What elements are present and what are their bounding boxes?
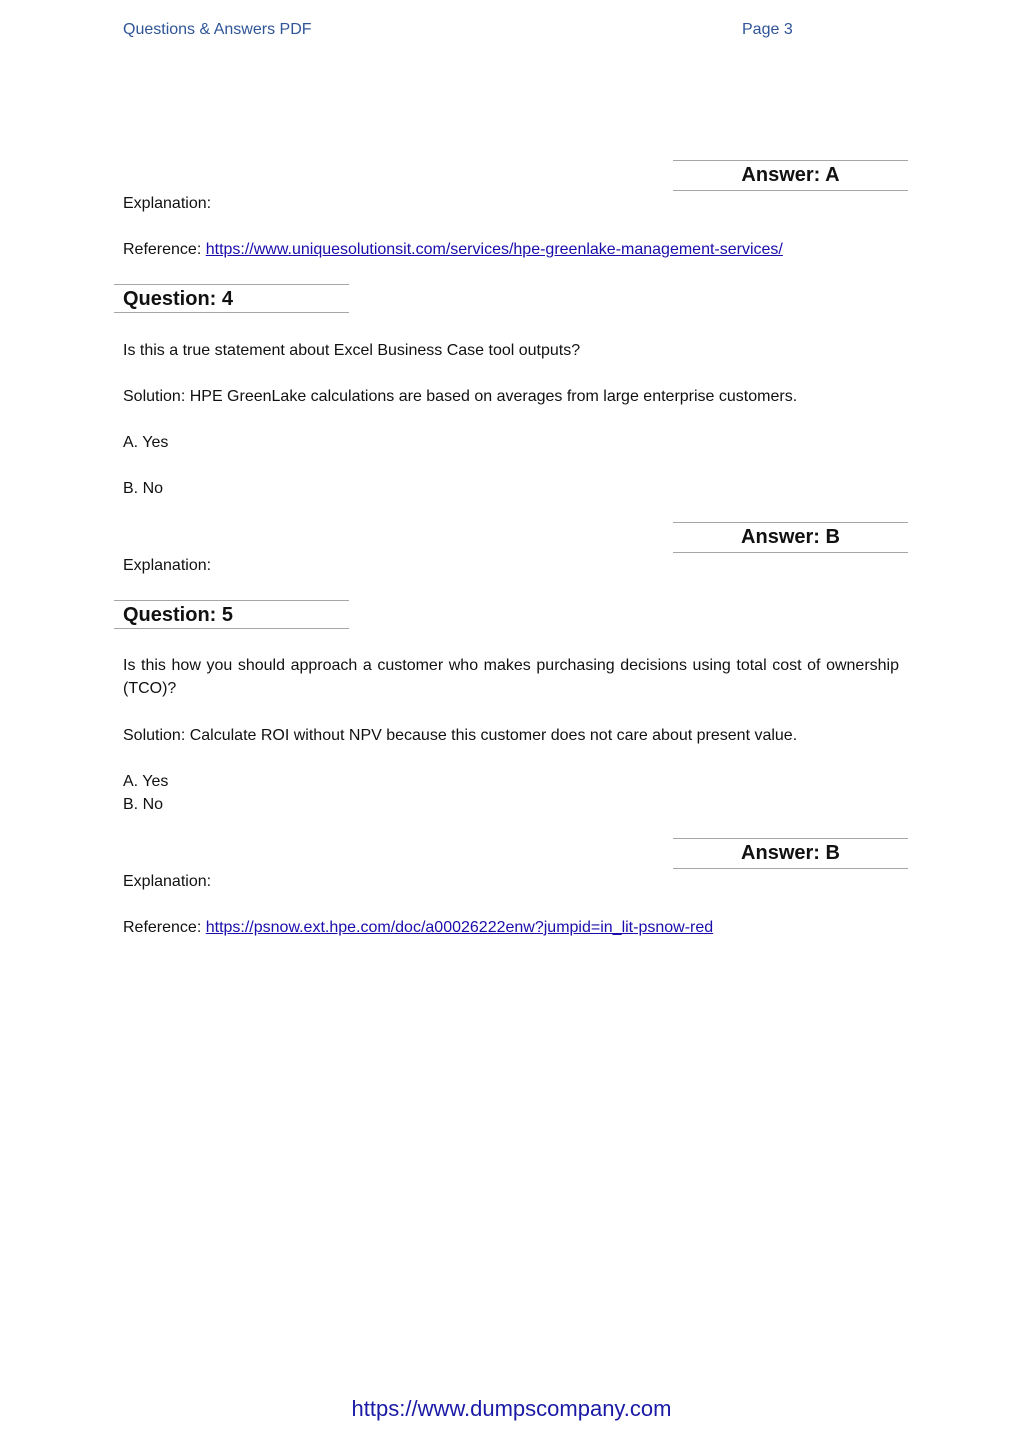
explanation-label: Explanation: xyxy=(123,557,212,574)
question-4-option-a: A. Yes xyxy=(123,434,169,451)
question-4-solution: Solution: HPE GreenLake calculations are based on averages from large enterprise customers. xyxy=(123,388,798,405)
question-5-option-b: B. No xyxy=(123,796,164,813)
question-4-heading xyxy=(114,284,349,313)
question-title: Question: 5 xyxy=(123,604,234,626)
reference-label: Reference: xyxy=(123,241,206,258)
reference-link[interactable]: https://www.uniquesolutionsit.com/services/hpe-greenlake-management-services/ xyxy=(205,241,783,258)
explanation-label: Explanation: xyxy=(123,195,212,212)
answer-box-q4 xyxy=(673,522,908,553)
page-number: Page 3 xyxy=(742,21,793,38)
header-title: Questions & Answers PDF xyxy=(123,21,312,38)
answer-label: Answer: A xyxy=(741,164,840,186)
answer-label: Answer: B xyxy=(741,526,840,548)
question-5-option-a: A. Yes xyxy=(123,773,169,790)
reference-label: Reference: xyxy=(123,919,206,936)
question-5-heading xyxy=(114,600,349,629)
reference-link[interactable]: https://psnow.ext.hpe.com/doc/a00026222enw?jumpid=in_lit-psnow-red xyxy=(205,919,714,936)
question-4-option-b: B. No xyxy=(123,480,164,497)
question-4-text: Is this a true statement about Excel Business Case tool outputs? xyxy=(123,342,581,359)
question-5-text: Is this how you should approach a customer who makes purchasing decisions using total cost of ownership (TCO)? xyxy=(123,657,899,697)
footer-link[interactable]: https://www.dumpscompany.com xyxy=(351,1396,672,1421)
answer-label: Answer: B xyxy=(741,842,840,864)
question-5-solution: Solution: Calculate ROI without NPV because this customer does not care about present value. xyxy=(123,727,798,744)
reference-line xyxy=(123,916,713,939)
reference-line xyxy=(123,238,783,261)
explanation-label: Explanation: xyxy=(123,873,212,890)
answer-box-q5 xyxy=(673,838,908,869)
answer-box-q3 xyxy=(673,160,908,191)
question-title: Question: 4 xyxy=(123,288,234,310)
